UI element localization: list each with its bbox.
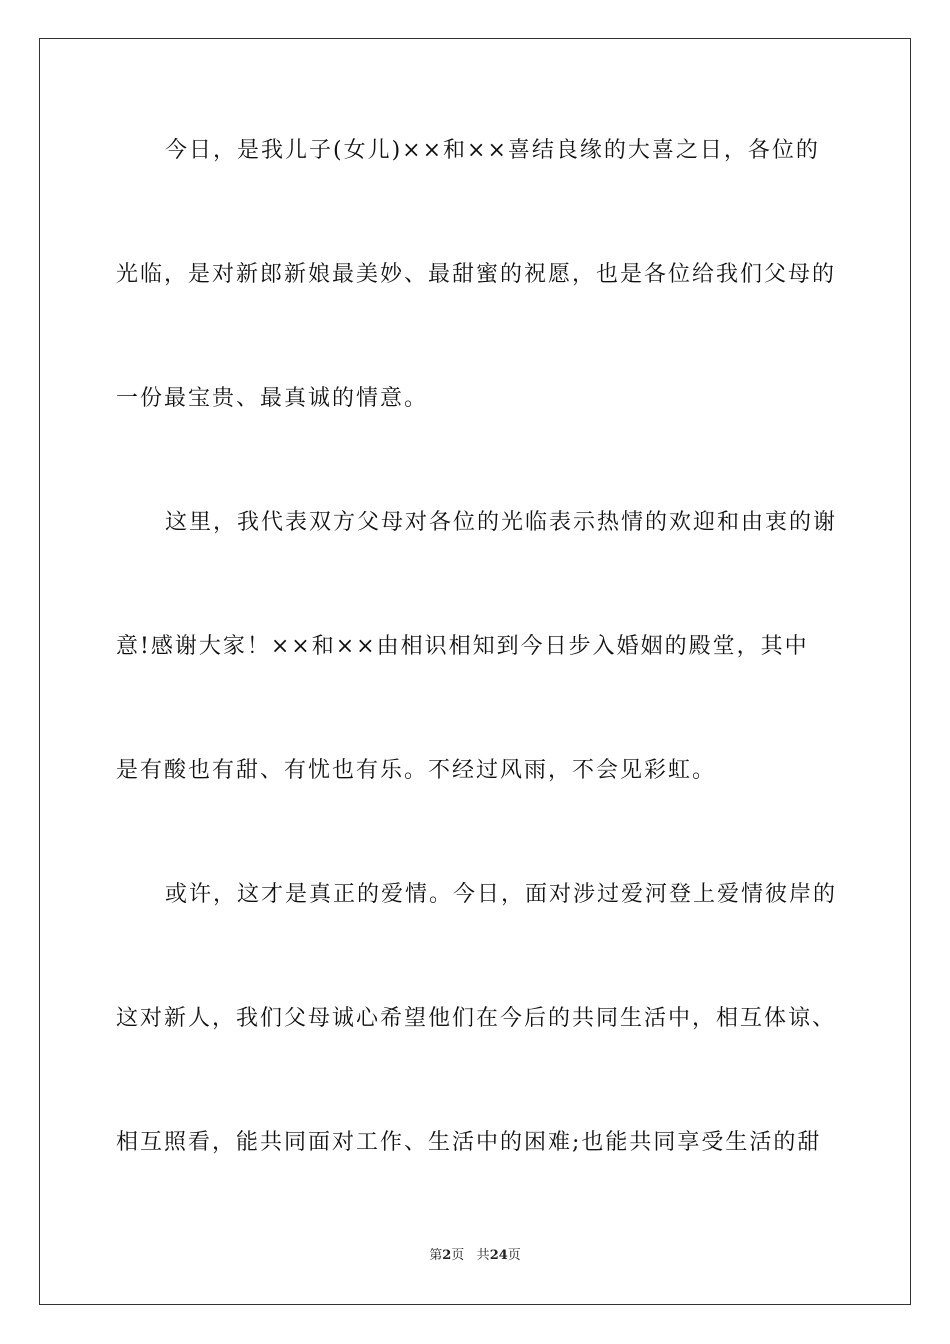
- paragraph-2-line-3: 是有酸也有甜、有忧也有乐。不经过风雨，不会见彩虹。: [116, 758, 717, 783]
- paragraph-1-line-3: 一份最宝贵、最真诚的情意。: [116, 386, 429, 411]
- paragraph-2-line-2: 意!感谢大家！××和××由相识相知到今日步入婚姻的殿堂，其中: [116, 634, 809, 659]
- footer-page-prefix: 第: [429, 1248, 443, 1263]
- paragraph-1-line-2: 光临，是对新郎新娘最美妙、最甜蜜的祝愿，也是各位给我们父母的: [116, 262, 837, 287]
- paragraph-3-line-2: 这对新人，我们父母诚心希望他们在今后的共同生活中，相互体谅、: [116, 1006, 837, 1031]
- paragraph-3-line-3: 相互照看，能共同面对工作、生活中的困难;也能共同享受生活的甜: [116, 1130, 822, 1155]
- page-border: [39, 38, 911, 1305]
- footer-total-suffix: 页: [507, 1248, 521, 1263]
- paragraph-3-line-1: 或许，这才是真正的爱情。今日，面对涉过爱河登上爱情彼岸的: [165, 882, 838, 907]
- paragraph-1-line-1: 今日，是我儿子(女儿)××和××喜结良缘的大喜之日，各位的: [165, 138, 820, 163]
- footer-page-number: 2: [442, 1248, 452, 1263]
- page-footer: [0, 1247, 950, 1265]
- footer-total-pages: 24: [489, 1248, 508, 1263]
- footer-total-prefix: 共: [476, 1248, 490, 1263]
- footer-page-suffix: 页: [451, 1248, 465, 1263]
- paragraph-2-line-1: 这里，我代表双方父母对各位的光临表示热情的欢迎和由衷的谢: [165, 510, 838, 535]
